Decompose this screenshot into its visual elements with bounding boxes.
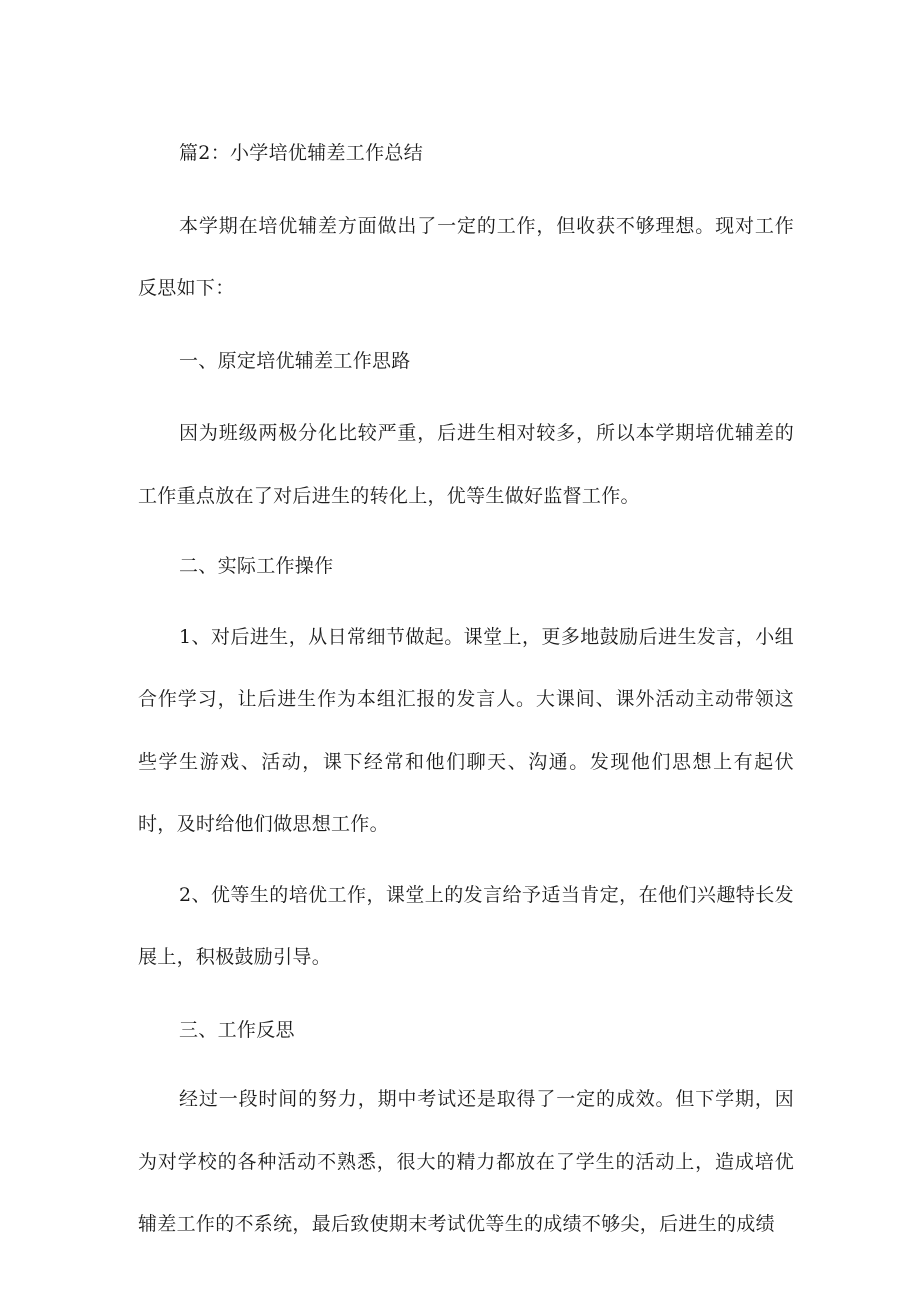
document-title: 篇2：小学培优辅差工作总结 [179,142,423,164]
section-3-heading: 三、工作反思 [179,1018,295,1041]
section-2-item-2: 2、优等生的培优工作，课堂上的发言给予适当肯定，在他们兴趣特长发展上，积极鼓励引导。 [138,883,794,968]
section-3-paragraph: 经过一段时间的努力，期中考试还是取得了一定的成效。但下学期，因为对学校的各种活动不熟悉，很大的精力都放在了学生的活动上，造成培优辅差工作的不系统，最后致使期末考试优等生的成绩不够尖，后进生的成绩 [138,1088,794,1235]
intro-paragraph: 本学期在培优辅差方面做出了一定的工作，但收获不够理想。现对工作反思如下： [138,214,794,299]
section-2-item-1: 1、对后进生，从日常细节做起。课堂上，更多地鼓励后进生发言，小组合作学习，让后进生作为本组汇报的发言人。大课间、课外活动主动带领这些学生游戏、活动，课下经常和他们聊天、沟通。发现他们思想上有起伏时，及时给他们做思想工作。 [138,625,794,835]
section-2-heading: 二、实际工作操作 [179,555,334,577]
document-body [138,122,794,1256]
section-1-paragraph: 因为班级两极分化比较严重，后进生相对较多，所以本学期培优辅差的工作重点放在了对后进生的转化上，优等生做好监督工作。 [138,422,794,507]
section-1-heading: 一、原定培优辅差工作思路 [179,349,411,372]
